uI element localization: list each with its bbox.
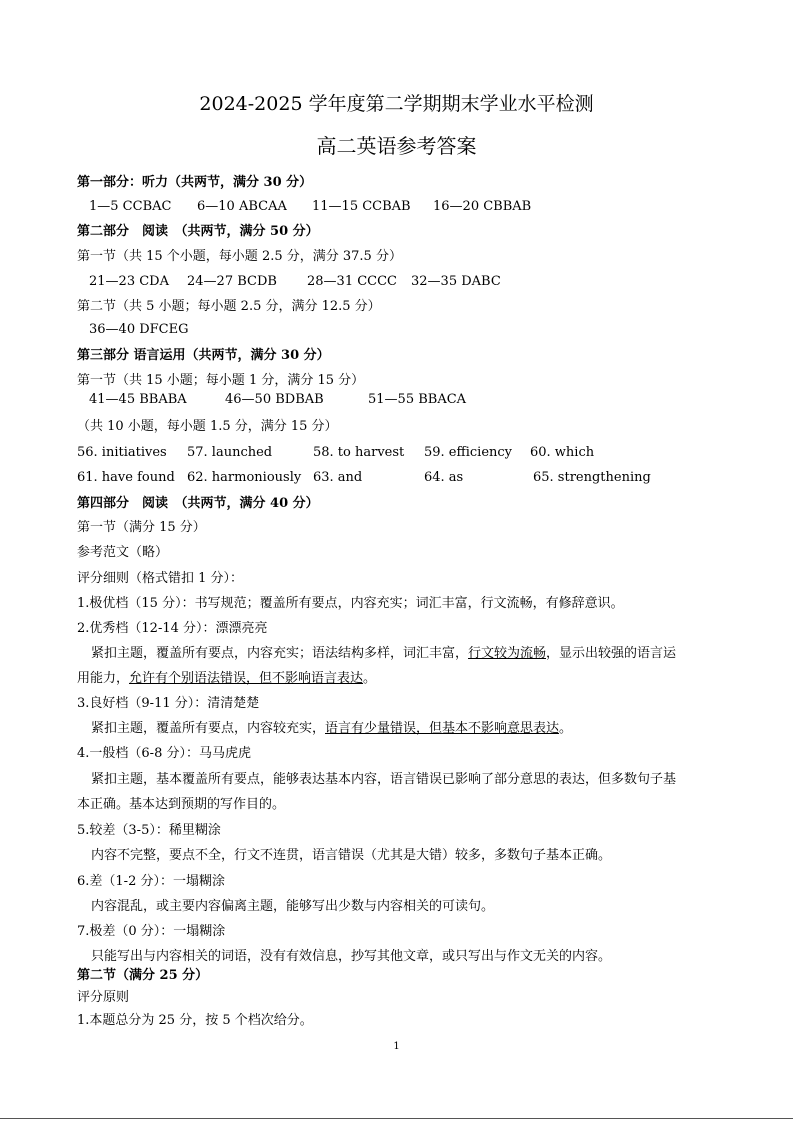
text: 紧扣主题，覆盖所有要点，内容较充实， [91, 721, 326, 736]
rubric-heading: 评分细则（格式错扣 1 分）： [77, 571, 244, 586]
answer-group: 24—27 BCDB [187, 274, 277, 289]
part3-section2-heading: （共 10 小题，每小题 1.5 分，满分 15 分） [77, 419, 338, 434]
answer-group: 11—15 CCBAB [312, 199, 411, 214]
part4-section2-heading: 第二节（满分 25 分） [77, 968, 209, 983]
answer-group: 41—45 BBABA [89, 392, 187, 407]
grade-6-text: 内容混乱，或主要内容偏离主题，能够写出少数与内容相关的可读句。 [91, 899, 495, 914]
grade-1: 1.极优档（15 分）：书写规范；覆盖所有要点，内容充实；词汇丰富，行文流畅，有修辞意识。 [77, 596, 624, 611]
exam-subtitle: 高二英语参考答案 [316, 134, 477, 158]
exam-title: 2024-2025 学年度第二学期期末学业水平检测 [199, 93, 594, 115]
grade-5-title: 5.较差（3-5）：稀里糊涂 [77, 823, 221, 838]
answer-group: 32—35 DABC [411, 274, 501, 289]
sample-essay-note: 参考范文（略） [77, 545, 169, 560]
answer-group: 46—50 BDBAB [225, 392, 324, 407]
part2-section2-answers: 36—40 DFCEG [89, 322, 189, 337]
fill-answer: 61. have found [77, 470, 175, 485]
part3-section1-heading: 第一节（共 15 小题；每小题 1 分，满分 15 分） [77, 373, 365, 388]
fill-answer: 60. which [530, 445, 595, 460]
text: 。 [363, 671, 377, 686]
scoring-principle-heading: 评分原则 [77, 990, 130, 1005]
part2-heading: 第二部分 阅读 （共两节，满分 50 分） [77, 224, 319, 239]
fill-answers-row-1 [0, 445, 793, 461]
grade-5-text: 内容不完整，要点不全，行文不连贯，语言错误（尤其是大错）较多，多数句子基本正确。 [91, 848, 612, 863]
fill-answer: 56. initiatives [77, 445, 167, 460]
part1-answers [0, 199, 793, 215]
text: ，显示出较强的语言运 [546, 646, 677, 661]
grade-4-line-2: 本正确。基本达到预期的写作目的。 [77, 797, 286, 812]
part4-heading: 第四部分 阅读 （共两节，满分 40 分） [77, 496, 319, 511]
part4-section1-heading: 第一节（满分 15 分） [77, 520, 206, 535]
grade-3-title: 3.良好档（9-11 分）：清清楚楚 [77, 696, 260, 711]
grade-2-line-1 [91, 646, 676, 662]
part2-section1-heading: 第一节（共 15 个小题，每小题 2.5 分，满分 37.5 分） [77, 249, 402, 264]
underlined-text: 允许有个别语法错误，但不影响语言表达 [129, 671, 364, 686]
grade-7-text: 只能写出与内容相关的词语，没有有效信息，抄写其他文章，或只写出与作文无关的内容。 [91, 949, 612, 964]
part1-heading: 第一部分：听力（共两节，满分 30 分） [77, 175, 313, 190]
grade-6-title: 6.差（1-2 分）：一塌糊涂 [77, 874, 225, 889]
fill-answer: 57. launched [187, 445, 273, 460]
page-divider [0, 1118, 793, 1119]
text: 紧扣主题，覆盖所有要点，内容充实；语法结构多样，词汇丰富， [91, 646, 469, 661]
text: 。 [559, 721, 573, 736]
scoring-principle-1: 1.本题总分为 25 分，按 5 个档次给分。 [77, 1013, 313, 1028]
part3-heading: 第三部分 语言运用（共两节，满分 30 分） [77, 348, 330, 363]
text: 用能力， [77, 671, 130, 686]
fill-answer: 65. strengthening [533, 470, 651, 485]
answer-group: 16—20 CBBAB [433, 199, 532, 214]
fill-answer: 62. harmoniously [187, 470, 302, 485]
part2-section2-heading: 第二节（共 5 小题；每小题 2.5 分，满分 12.5 分） [77, 299, 381, 314]
answer-group: 6—10 ABCAA [197, 199, 287, 214]
grade-2-line-2 [77, 671, 376, 687]
answer-group: 1—5 CCBAC [89, 199, 172, 214]
underlined-text: 语言有少量错误，但基本不影响意思表达 [325, 721, 560, 736]
fill-answer: 59. efficiency [424, 445, 513, 460]
fill-answer: 64. as [424, 470, 464, 485]
grade-7-title: 7.极差（0 分）：一塌糊涂 [77, 924, 226, 939]
fill-answers-row-2 [0, 470, 793, 486]
grade-3-text [91, 721, 572, 737]
grade-4-line-1: 紧扣主题，基本覆盖所有要点，能够表达基本内容，语言错误已影响了部分意思的表达，但多数句子基 [91, 772, 677, 787]
page-number: 1 [393, 1041, 400, 1052]
grade-2-title: 2.优秀档（12-14 分）：漂漂亮亮 [77, 621, 268, 636]
answer-group: 51—55 BBACA [368, 392, 467, 407]
fill-answer: 63. and [313, 470, 363, 485]
answer-group: 21—23 CDA [89, 274, 169, 289]
underlined-text: 行文较为流畅 [468, 646, 547, 661]
answer-group: 28—31 CCCC [307, 274, 398, 289]
grade-4-title: 4.一般档（6-8 分）：马马虎虎 [77, 746, 251, 761]
part2-section1-answers [0, 274, 793, 290]
part3-section1-answers [0, 392, 793, 408]
fill-answer: 58. to harvest [313, 445, 405, 460]
